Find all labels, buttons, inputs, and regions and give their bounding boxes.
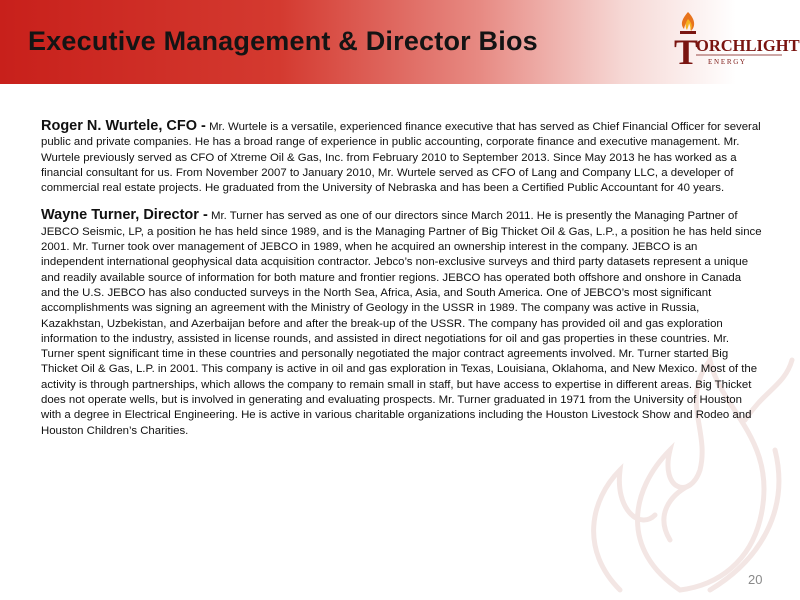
torch-flame-icon [680,12,696,34]
bio-heading: Roger N. Wurtele, CFO - [41,118,206,134]
bios-content [41,119,763,439]
slide-title: Executive Management & Director Bios [28,26,538,56]
bio-heading: Wayne Turner, Director - [41,207,208,224]
bio-roger-wurtele [41,119,763,196]
logo-initial: T [674,32,699,72]
page-number: 20 [748,572,763,587]
company-logo [668,10,800,74]
logo-name: ORCHLIGHT [696,36,800,55]
bio-body: Mr. Wurtele is a versatile, experienced finance executive that has served as Chief Financial Officer for several public and private companies. He has a broad range of experience in public accounting, corporate finance and executive management. Mr. Wurtele previously served as CFO of Xtreme Oil & Gas, Inc. from February 2010 to September 2013. Since May 2013 he has worked as a financial consultant for us. From November 2007 to January 2010, Mr. Wurtele served as CFO of Lang and Company LLC, a developer of commercial real estate projects. He graduated from the University of Nebraska and has been a Certified Public Accountant for 40 years. [41,121,761,195]
bio-body: Mr. Turner has served as one of our directors since March 2011. He is presently the Managing Partner of JEBCO Seismic, LP, a position he has held since 1989, and is the Managing Partner of Big Thicket Oil & Gas, L.P., a position he has held since 2001. Mr. Turner took over management of JEBCO in 1989, when he acquired an ownership interest in the company. JEBCO is an independent international geophysical data acquisition contractor. Jebco’s non-exclusive surveys and third party datasets represent a unique and readily available source of information for both mature and frontier regions. JEBCO has operated both offshore and onshore in Canada and the U.S. JEBCO has also conducted surveys in the North Sea, Africa, Asia, and South America. One of JEBCO’s most significant accomplishments was signing an agreement with the Ministry of Geology in the USSR in 1989. The company was active in Russia, Kazakhstan, Uzbekistan, and Azerbaijan before and after the break-up of the USSR. The company has provided oil and gas exploration information to the industry, assisted in license rounds, and assisted in direct negotiations for oil and gas properties in these countries. Mr. Turner spent significant time in these countries and personally negotiated the major contract agreements involved. Mr. Turner started Big Thicket Oil & Gas, L.P. in 2001. This company is active in oil and gas exploration in Texas, Louisiana, Oklahoma, and New Mexico. Most of the activity is through partnerships, which allows the company to remain small in staff, but have access to expertise in different areas. Big Thicket does not operate wells, but is involved in generating and evaluating prospects. Mr. Turner graduated in 1971 from the University of Houston with a degree in Electrical Engineering. He is active in various charitable organizations including the Houston Livestock Show and Rodeo and Houston Children’s Charities. [41,210,762,437]
bio-wayne-turner [41,208,763,438]
logo-tagline: E N E R G Y [708,58,745,66]
